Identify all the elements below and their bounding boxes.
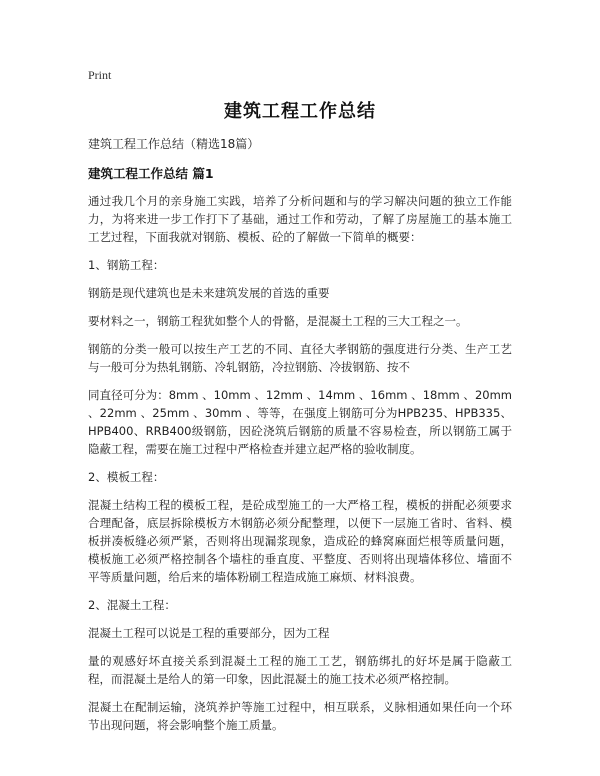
paragraph-rebar-3: 钢筋的分类一般可以按生产工艺的不同、直径大孝钢筋的强度进行分类、生产工艺与一般可分为热轧钢筋、冷轧钢筋，冷拉钢筋、冷拔钢筋、按不 bbox=[88, 342, 512, 374]
document-title: 建筑工程工作总结 bbox=[224, 101, 376, 122]
section-heading: 建筑工程工作总结 篇1 bbox=[88, 166, 214, 181]
paragraph-formwork: 混凝土结构工程的模板工程，是砼成型施工的一大严格工程，模板的拼配必须要求合理配备，底层拆除模板方木钢筋必须分配整理，以便下一层施工省时、省料、模板拼凑板缝必须严紧，否则将出现漏浆现象，造成砼的蜂窝麻面烂根等质量问题，模板施工必须严格控制各个墙柱的垂直度、平整度、否则将出现墙体移位、墙面不平等质量问题，给后来的墙体粉刷工程造成施工麻烦、材料浪费。 bbox=[88, 498, 512, 584]
paragraph-rebar-4: 同直径可分为：8mm 、10mm 、12mm 、14mm 、16mm 、18mm 、20mm 、22mm 、25mm 、30mm 、等等，在强度上钢筋可分为HPB235、HPB335、HPB400、RRB400级钢筋，因砼浇筑后钢筋的质量不容易检查，所以钢筋工属于隐蔽工程，需要在施工过程中严格检查并建立起严格的验收制度。 bbox=[88, 388, 512, 456]
paragraph-intro: 通过我几个月的亲身施工实践，培养了分析问题和与的学习解决问题的独立工作能力，为将来进一步工作打下了基础，通过工作和劳动，了解了房屋施工的基本施工工艺过程，下面我就对钢筋、模板、砼的了解做一下简单的概要： bbox=[88, 194, 512, 244]
paragraph-rebar-1: 钢筋是现代建筑也是未来建筑发展的首选的重要 bbox=[88, 286, 330, 300]
paragraph-concrete-1: 混凝土工程可以说是工程的重要部分，因为工程 bbox=[88, 626, 330, 640]
paragraph-rebar-2: 要材料之一，钢筋工程犹如整个人的骨骼，是混凝土工程的三大工程之一。 bbox=[88, 314, 468, 328]
heading-rebar: 1、钢筋工程： bbox=[88, 258, 165, 272]
print-label[interactable]: Print bbox=[88, 68, 112, 82]
paragraph-concrete-2: 量的观感好坏直接关系到混凝土工程的施工工艺，钢筋绑扎的好坏是属于隐蔽工程，而混凝土是给人的第一印象，因此混凝土的施工技术必须严格控制。 bbox=[88, 654, 512, 686]
heading-concrete: 2、混凝土工程： bbox=[88, 598, 176, 612]
paragraph-concrete-3: 混凝土在配制运输，浇筑养护等施工过程中，相互联系，义脉相通如果任向一个环节出现问题，将会影响整个施工质量。 bbox=[88, 700, 512, 732]
heading-formwork: 2、模板工程： bbox=[88, 470, 165, 484]
document-subtitle: 建筑工程工作总结（精选18篇） bbox=[88, 137, 260, 151]
